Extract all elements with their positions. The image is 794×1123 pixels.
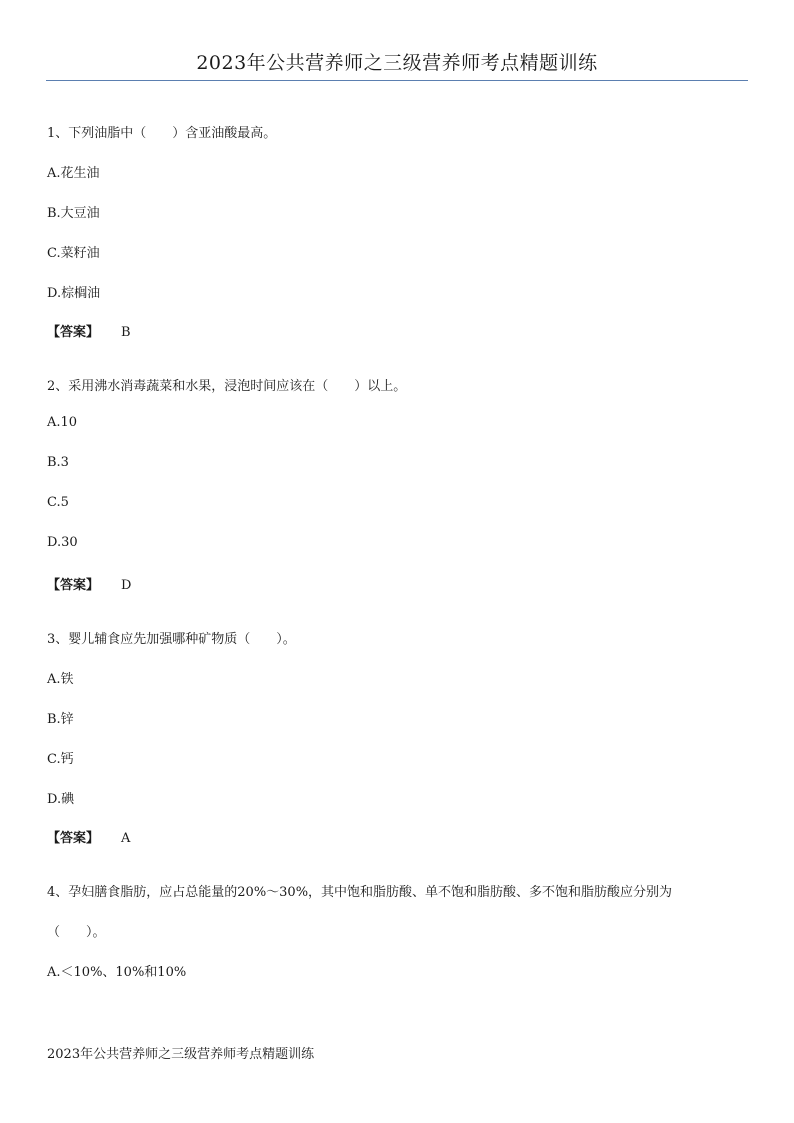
question-4-stem-line-2: （ ）。 bbox=[47, 925, 106, 940]
answer-label: 【答案】 bbox=[47, 325, 100, 340]
question-3-stem: 3、婴儿辅食应先加强哪种矿物质（ ）。 bbox=[47, 632, 296, 647]
question-1-option-c: C.菜籽油 bbox=[47, 246, 100, 261]
page-title: 2023年公共营养师之三级营养师考点精题训练 bbox=[196, 52, 598, 74]
question-1-option-a: A.花生油 bbox=[47, 166, 100, 181]
page-footer: 2023年公共营养师之三级营养师考点精题训练 bbox=[47, 1047, 315, 1062]
question-3-option-d: D.碘 bbox=[47, 792, 75, 807]
question-3-option-a: A.铁 bbox=[47, 672, 74, 687]
answer-label: 【答案】 bbox=[47, 578, 100, 593]
question-1-stem: 1、下列油脂中（ ）含亚油酸最高。 bbox=[47, 126, 277, 141]
question-1-answer bbox=[47, 321, 131, 340]
answer-label: 【答案】 bbox=[47, 831, 100, 846]
answer-value: A bbox=[121, 831, 131, 846]
question-3-option-c: C.钙 bbox=[47, 752, 74, 767]
question-1-option-b: B.大豆油 bbox=[47, 206, 100, 221]
question-2-option-b: B.3 bbox=[47, 455, 69, 470]
question-3-option-b: B.锌 bbox=[47, 712, 74, 727]
question-4-stem-line-1: 4、孕妇膳食脂肪，应占总能量的20%～30%，其中饱和脂肪酸、单不饱和脂肪酸、多不饱和脂肪酸应分别为 bbox=[47, 885, 673, 900]
question-2-answer bbox=[47, 574, 131, 593]
answer-value: D bbox=[121, 578, 132, 593]
answer-value: B bbox=[121, 325, 131, 340]
question-2-option-c: C.5 bbox=[47, 495, 69, 510]
question-2-option-a: A.10 bbox=[47, 415, 78, 430]
title-divider bbox=[46, 80, 748, 81]
question-2-stem: 2、采用沸水消毒蔬菜和水果，浸泡时间应该在（ ）以上。 bbox=[47, 379, 407, 394]
question-1-option-d: D.棕榈油 bbox=[47, 286, 101, 301]
question-3-answer bbox=[47, 827, 130, 846]
question-2-option-d: D.30 bbox=[47, 535, 78, 550]
question-4-option-a: A.＜10%、10%和10% bbox=[47, 965, 187, 980]
